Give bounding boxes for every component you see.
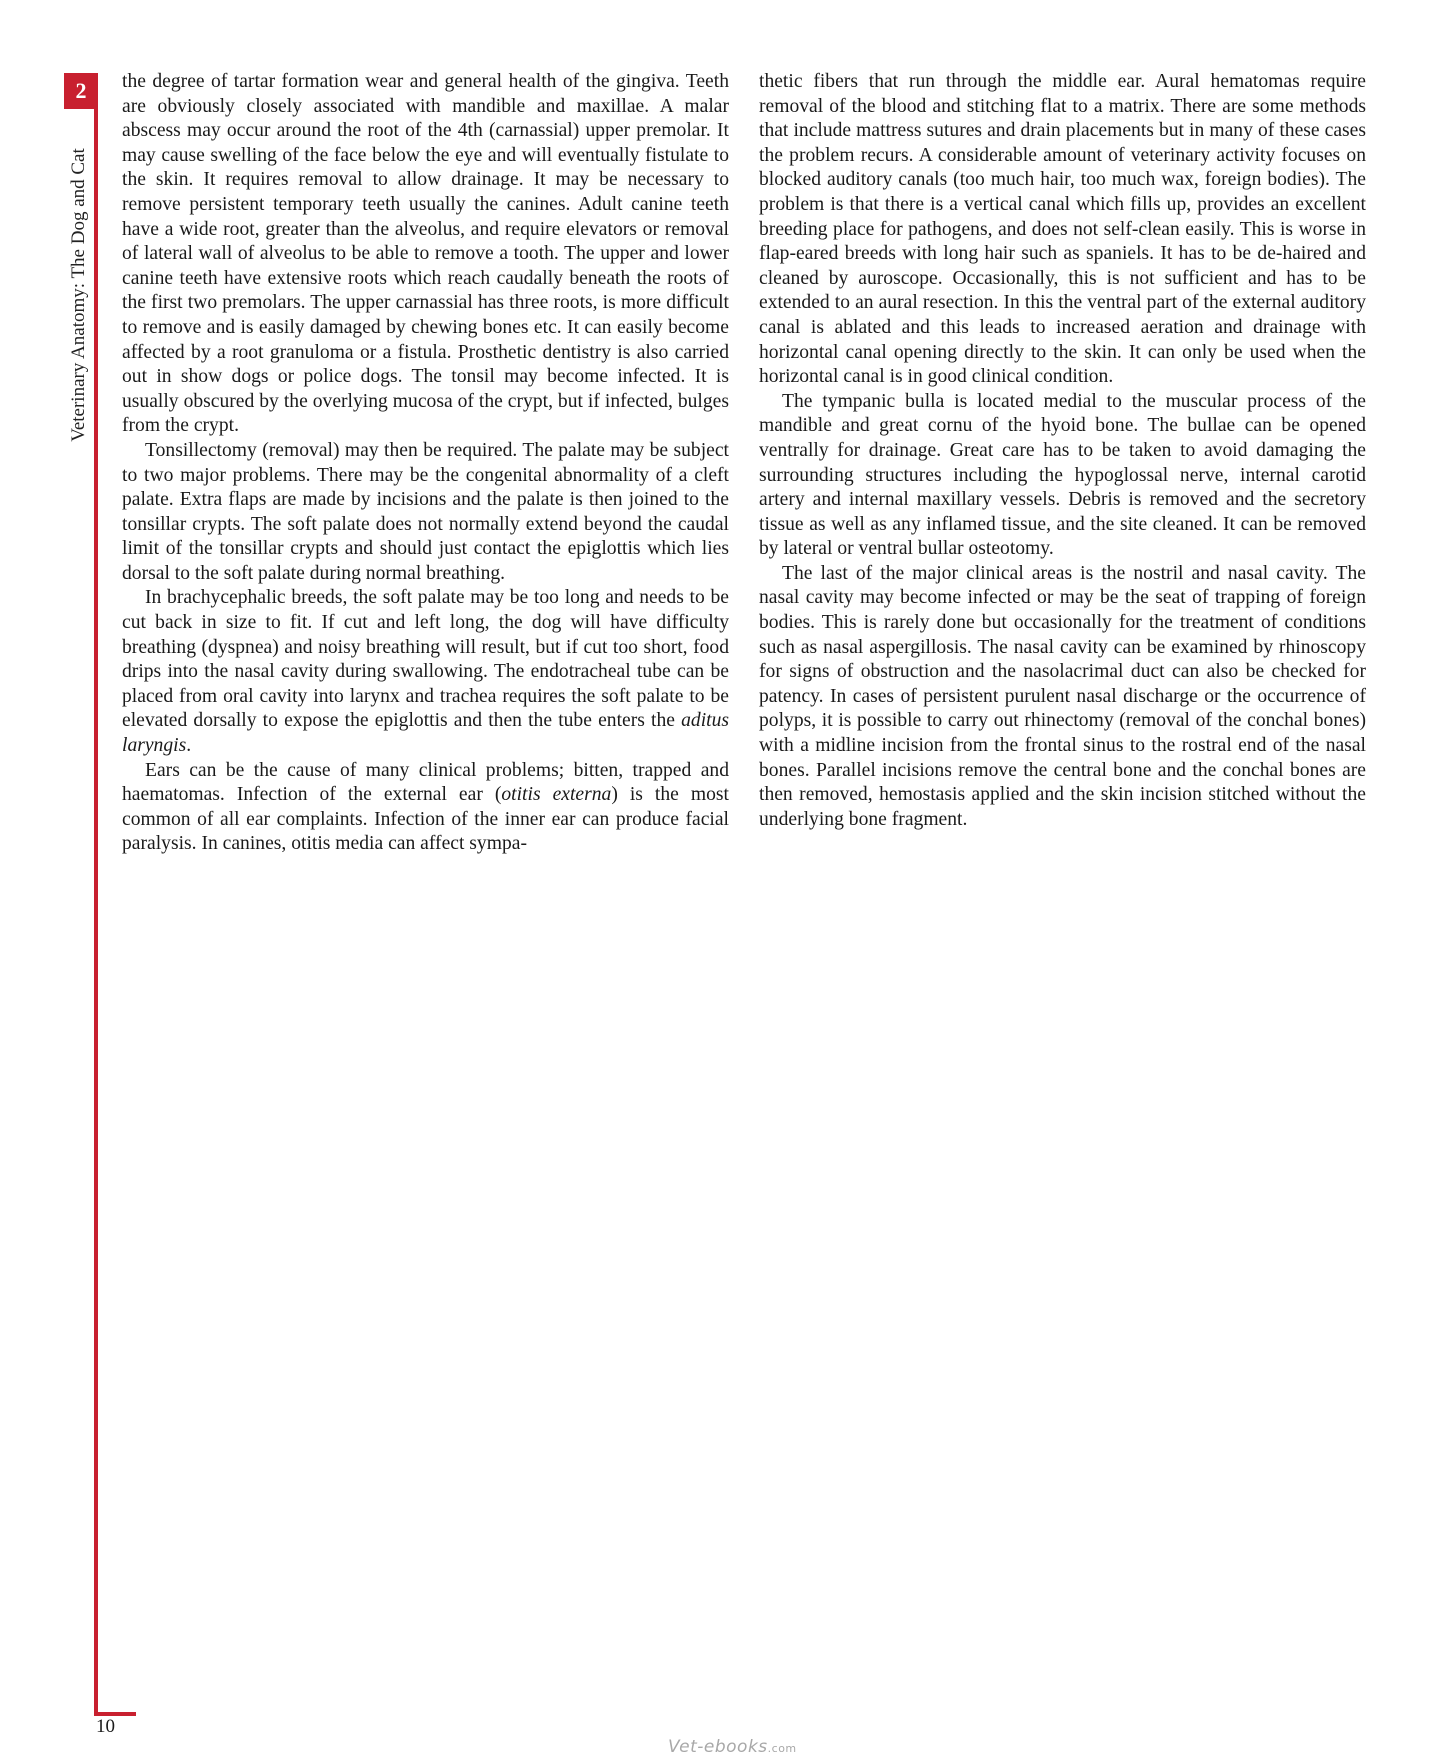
paragraph: Ears can be the cause of many clinical problems; bitten, trapped and haematomas. Infection of the external ear (otitis externa) is the most common of all ear complaints. Infection of the inner ear can produce facial paralysis. In canines, otitis media can affect sympa- bbox=[122, 759, 729, 855]
chapter-number-badge: 2 bbox=[64, 73, 98, 109]
left-text-column bbox=[122, 70, 729, 857]
paragraph: The tympanic bulla is located medial to the muscular process of the mandible and great cornu of the hyoid bone. The bullae can be opened ventrally for drainage. Great care has to be taken to avoid damaging the surrounding structures including the hypoglossal nerve, internal carotid artery and internal maxillary vessels. Debris is removed and the secretory tissue as well as any inflamed tissue, and the site cleaned. It can be removed by lateral or ventral bullar osteotomy. bbox=[759, 390, 1366, 560]
paragraph: The last of the major clinical areas is the nostril and nasal cavity. The nasal cavity may become infected or may be the seat of trapping of foreign bodies. This is rarely done but occasionally for the treatment of conditions such as nasal aspergillosis. The nasal cavity can be examined by rhinoscopy for signs of obstruction and the nasolacrimal duct can also be checked for patency. In cases of persistent purulent nasal discharge or the occurrence of polyps, it is possible to carry out rhinectomy (removal of the conchal bones) with a midline incision from the frontal sinus to the rostral end of the nasal bones. Parallel incisions remove the central bone and the conchal bones are then removed, hemostasis applied and the skin incision stitched without the underlying bone fragment. bbox=[759, 562, 1366, 830]
page-number: 10 bbox=[96, 1716, 115, 1737]
paragraph: Tonsillectomy (removal) may then be required. The palate may be subject to two major problems. There may be the congenital abnormality of a cleft palate. Extra flaps are made by incisions and the palate is then joined to the tonsillar crypts. The soft palate does not normally extend beyond the caudal limit of the tonsillar crypts and should just contact the epiglottis which lies dorsal to the soft palate during normal breathing. bbox=[122, 439, 729, 584]
paragraph: thetic fibers that run through the middle ear. Aural hematomas require removal of the blood and stitching flat to a matrix. There are some methods that include mattress sutures and drain placements but in many of these cases the problem recurs. A considerable amount of veterinary activity focuses on blocked auditory canals (too much hair, too much wax, foreign bodies). The problem is that there is a vertical canal which fills up, provides an excellent breeding place for pathogens, and does not self-clean easily. This is worse in flap-eared breeds with long hair such as spaniels. It has to be de-haired and cleaned by auroscope. Occasionally, this is not sufficient and has to be extended to an aural resection. In this the ventral part of the external auditory canal is ablated and this leads to increased aeration and drainage with horizontal canal opening directly to the skin. It can only be used when the horizontal canal is in good clinical condition. bbox=[759, 71, 1366, 388]
right-text-column bbox=[759, 70, 1366, 832]
watermark: Vet-ebooks.com bbox=[668, 1737, 797, 1757]
paragraph: In brachycephalic breeds, the soft palate may be too long and needs to be cut back in size to fit. If cut and left long, the dog will have difficulty breathing (dyspnea) and noisy breathing will result, but if cut too short, food drips into the nasal cavity during swallowing. The endotracheal tube can be placed from oral cavity into larynx and trachea requires the soft palate to be elevated dorsally to expose the epiglottis and then the tube enters the aditus laryngis. bbox=[122, 587, 729, 757]
paragraph: the degree of tartar formation wear and general health of the gingiva. Teeth are obviously closely associated with mandible and maxillae. A malar abscess may occur around the root of the 4th (carnassial) upper premolar. It may cause swelling of the face below the eye and will eventually fistulate to the skin. It requires removal to allow drainage. It may be necessary to remove persistent temporary teeth usually the canines. Adult canine teeth have a wide root, greater than the alveolus, and require elevators or removal of lateral wall of alveolus to be able to remove a tooth. The upper and lower canine teeth have extensive roots which reach caudally beneath the roots of the first two premolars. The upper carnassial has three roots, is more difficult to remove and is easily damaged by chewing bones etc. It can easily become affected by a root granuloma or a fistula. Prosthetic dentistry is also carried out in show dogs or police dogs. The tonsil may become infected. It is usually obscured by the overlying mucosa of the crypt, but if infected, bulges from the crypt. bbox=[122, 71, 729, 437]
margin-rule-vertical bbox=[94, 73, 98, 1716]
running-head: Veterinary Anatomy: The Dog and Cat bbox=[68, 148, 89, 442]
italic-term: aditus laryngis bbox=[122, 710, 729, 757]
italic-term: otitis externa bbox=[501, 784, 612, 806]
